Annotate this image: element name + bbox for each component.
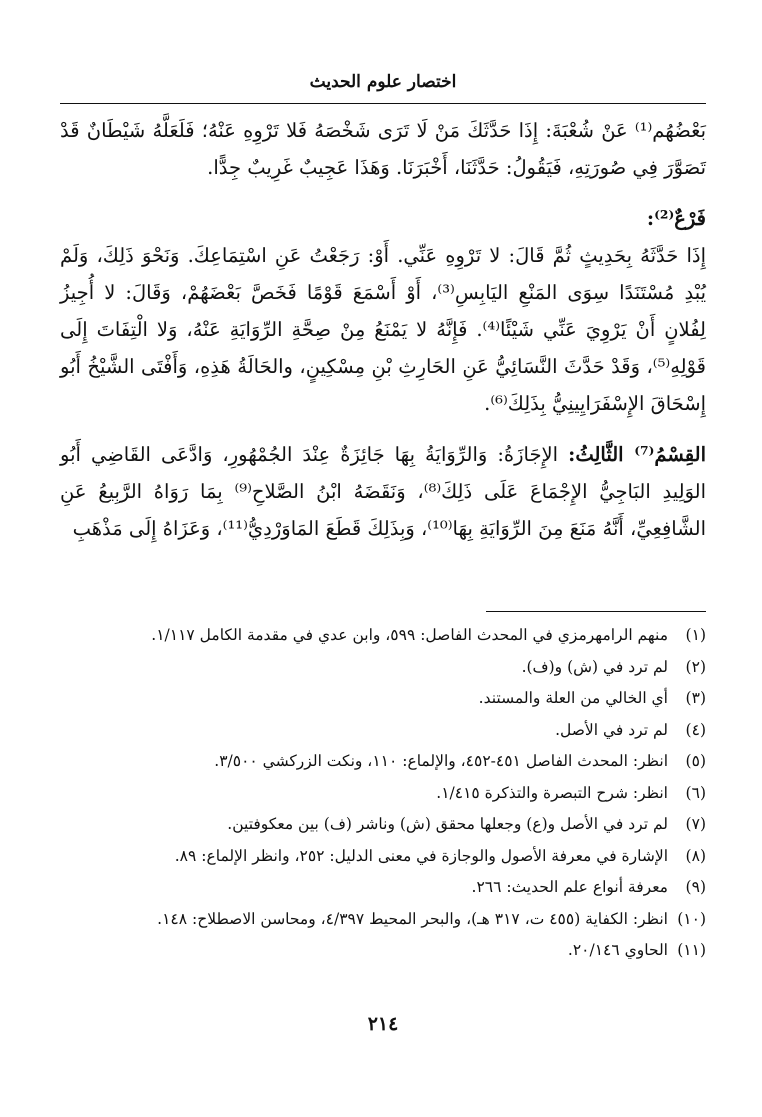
paragraph-1: بَعْضُهُم⁽¹⁾ عَنْ شُعْبَةَ: إِذَا حَدَّثَكَ مَنْ لَا تَرَى شَخْصَهُ فَلا تَرْوِهِ عَنْهُ؛ فَلَعَلَّهُ شَيْطَانٌ قَدْ تَصَوَّرَ فِي صُورَتِهِ، فَيَقُولُ: حَدَّثَنَا، أَخْبَرَنَا. وَهَذَا عَجِيبٌ غَرِيبٌ جِدًّا.	[60, 119, 706, 179]
footnotes	[60, 620, 706, 967]
footnote-text: لم ترد في الأصل.	[555, 720, 668, 739]
paragraph-3	[60, 436, 706, 547]
footnote	[60, 652, 706, 684]
footnote-text: الحاوي ٢٠/١٤٦.	[567, 941, 668, 959]
page-number: ٢١٤	[367, 1013, 399, 1035]
footnote-text: انظر: الكفاية (٤٥٥ ت، ٣١٧ هـ)، والبحر المحيط ٤/٣٩٧، ومحاسن الاصطلاح: ١٤٨.	[157, 909, 668, 928]
footnote-number: (٤)	[685, 720, 706, 739]
footnote-number: (٧)	[685, 815, 706, 833]
footnote	[60, 620, 706, 652]
footnote-number: (٦)	[685, 783, 706, 802]
footnote-text: لم ترد في (ش) و(ف).	[521, 657, 668, 676]
footnote-text: انظر: شرح التبصرة والتذكرة ١/٤١٥.	[436, 783, 668, 802]
footnote	[60, 841, 706, 873]
footnote-text: منهم الرامهرمزي في المحدث الفاصل: ٥٩٩، وابن عدي في مقدمة الكامل ١/١١٧.	[151, 626, 668, 644]
footnote	[60, 809, 706, 841]
footnote	[60, 872, 706, 904]
footnote-text: الإشارة في معرفة الأصول والوجازة في معنى الدليل: ٢٥٢، وانظر الإلماع: ٨٩.	[174, 846, 668, 865]
footnote-number: (٢)	[685, 657, 706, 676]
footnote	[60, 904, 706, 936]
footnote-number: (٨)	[685, 846, 706, 865]
section-heading-third: القِسْمُ⁽⁷⁾ الثَّالِثُ:	[568, 443, 706, 466]
running-header: اختصار علوم الحديث	[309, 72, 457, 92]
paragraph-3-text: الإِجَازَةُ: وَالرِّوَايَةُ بِهَا جَائِزَةٌ عِنْدَ الجُمْهُورِ، وَادَّعَى القَاضِي أَبُو الوَلِيدِ البَاجِيُّ الإِجْمَاعَ عَلَى ذَلِكَ⁽⁸⁾، وَنَقَضَهُ ابْنُ الصَّلاحِ⁽⁹⁾ بِمَا رَوَاهُ الرَّبِيعُ عَنِ الشَّافِعِيِّ، أَنَّهُ مَنَعَ مِنَ الرِّوَايَةِ بِهَا⁽¹⁰⁾، وَبِذَلِكَ قَطَعَ المَاوَرْدِيُّ⁽¹¹⁾، وَعَزَاهُ إِلَى مَذْهَبِ	[60, 443, 706, 540]
footnote-text: لم ترد في الأصل و(ع) وجعلها محقق (ش) وناشر (ف) بين معكوفتين.	[227, 815, 668, 833]
paragraph-2: إِذَا حَدَّثَهُ بِحَدِيثٍ ثُمَّ قَالَ: لا تَرْوِهِ عَنِّي. أَوْ: رَجَعْتُ عَنِ اسْتِمَاعِكَ. وَنَحْوَ ذَلِكَ، وَلَمْ يُبْدِ مُسْتَنَدًا سِوَى المَنْعِ اليَابِسِ⁽³⁾، أَوْ أَسْمَعَ قَوْمًا فَخَصَّ بَعْضَهُمْ، وَقَالَ: لا أُجِيزُ لِفُلانٍ أَنْ يَرْوِيَ عَنِّي شَيْئًا⁽⁴⁾. فَإِنَّهُ لا يَمْنَعُ مِنْ صِحَّةِ الرِّوَايَةِ عَنْهُ، وَلا الْتِفَاتَ إِلَى قَوْلِهِ⁽⁵⁾، وَقَدْ حَدَّثَ النَّسَائِيُّ عَنِ الحَارِثِ بْنِ مِسْكِينٍ، والحَالَةُ هَذِهِ، وَأَفْتَى الشَّيْخُ أَبُو إِسْحَاقَ الإِسْفَرَايِينِيُّ بِذَلِكَ⁽⁶⁾.	[60, 244, 707, 415]
footnote-number: (١١)	[677, 941, 706, 959]
footnote	[60, 715, 706, 747]
footnote-text: معرفة أنواع علم الحديث: ٢٦٦.	[471, 878, 668, 896]
footnote	[60, 683, 706, 715]
footnote-number: (٩)	[685, 878, 706, 896]
footnote-number: (١)	[685, 626, 706, 644]
footnote	[60, 935, 706, 967]
footnote-number: (٣)	[685, 689, 706, 707]
header-divider	[60, 103, 706, 104]
footnote-divider	[486, 611, 706, 612]
footnote-text: أي الخالي من العلة والمستند.	[478, 689, 668, 707]
section-heading-far: فَرْعٌ⁽²⁾:	[646, 207, 706, 230]
footnote-number: (١٠)	[677, 909, 706, 928]
footnote-number: (٥)	[685, 752, 706, 770]
main-text	[60, 112, 706, 547]
footnote	[60, 746, 706, 778]
book-page	[60, 0, 706, 1117]
footnote-text: انظر: المحدث الفاصل ٤٥١-٤٥٢، والإلماع: ١١٠، ونكت الزركشي ٣/٥٠٠.	[214, 752, 668, 770]
footnote	[60, 778, 706, 810]
